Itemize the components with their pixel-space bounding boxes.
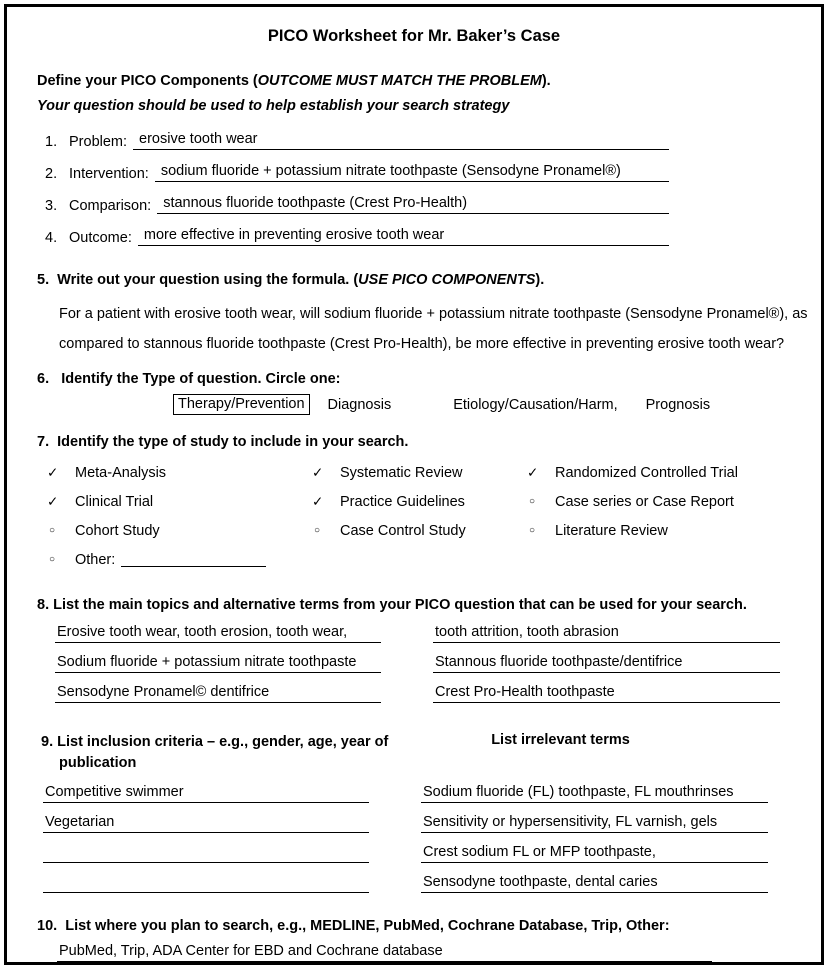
inclusion-criteria-line: Competitive swimmer <box>43 784 369 803</box>
outcome-answer-line: more effective in preventing erosive tooth wear <box>138 227 669 246</box>
search-terms-list <box>55 624 791 703</box>
question-number: 8. <box>37 597 50 613</box>
irrelevant-term-line: Sensitivity or hypersensitivity, FL varnish, gels <box>421 814 768 833</box>
study-type-systematic-review <box>312 458 527 487</box>
check-icon: ✓ <box>312 493 324 509</box>
page-title: PICO Worksheet for Mr. Baker’s Case <box>267 27 561 45</box>
irrelevant-term-line: Sodium fluoride (FL) toothpaste, FL mouthrinses <box>421 784 768 803</box>
criteria-terms-row <box>43 784 791 803</box>
item-number: 1. <box>45 134 58 150</box>
search-term-line: Sodium fluoride + potassium nitrate toothpaste <box>55 654 381 673</box>
study-type-column-1 <box>47 458 312 574</box>
question-number: 9. <box>41 734 54 750</box>
search-terms-row <box>55 654 791 673</box>
irrelevant-term-line: Sensodyne toothpaste, dental caries <box>421 874 768 893</box>
study-type-column-3 <box>527 458 791 574</box>
intervention-answer-line: sodium fluoride + potassium nitrate toothpaste (Sensodyne Pronamel®) <box>155 163 669 182</box>
study-type-practice-guidelines <box>312 487 527 516</box>
criteria-terms-row <box>43 844 791 863</box>
q7-heading-text: Identify the type of study to include in your search. <box>57 434 409 450</box>
study-type-column-2 <box>312 458 527 574</box>
search-term-line: Stannous fluoride toothpaste/dentifrice <box>433 654 780 673</box>
criteria-and-irrelevant-terms-list <box>43 784 791 893</box>
item-label: Outcome: <box>69 230 132 246</box>
search-terms-row <box>55 624 791 643</box>
study-type-case-control-study <box>312 516 527 545</box>
pico-item-outcome <box>45 227 669 246</box>
option-etiology-causation-harm: Etiology/Causation/Harm, <box>453 396 618 413</box>
study-type-label: Case Control Study <box>340 522 466 539</box>
circle-icon: ○ <box>314 525 321 536</box>
item-label: Intervention: <box>69 166 149 182</box>
check-icon: ✓ <box>527 464 539 480</box>
q9-heading-text: List inclusion criteria – e.g., gender, age, year of publication <box>57 734 389 771</box>
define-suffix: ). <box>541 73 551 89</box>
study-type-label: Case series or Case Report <box>555 493 734 510</box>
irrelevant-term-line: Crest sodium FL or MFP toothpaste, <box>421 844 768 863</box>
define-components-line <box>37 73 791 89</box>
study-type-label: Clinical Trial <box>75 493 154 510</box>
comparison-answer-line: stannous fluoride toothpaste (Crest Pro-Health) <box>157 195 669 214</box>
item-number: 2. <box>45 166 58 182</box>
q5-heading-emphasis: USE PICO COMPONENTS <box>358 272 536 288</box>
study-type-label: Meta-Analysis <box>75 464 167 481</box>
question-number: 6. <box>37 371 50 387</box>
q10-heading-text: List where you plan to search, e.g., MEDLINE, PubMed, Cochrane Database, Trip, Other: <box>65 918 670 934</box>
search-term-line: Sensodyne Pronamel© dentifrice <box>55 684 381 703</box>
criteria-terms-row <box>43 814 791 833</box>
pico-item-problem <box>45 131 669 150</box>
problem-answer-line: erosive tooth wear <box>133 131 669 150</box>
question9-heading <box>37 732 415 774</box>
question9-headings <box>37 732 791 774</box>
question8-heading <box>37 597 791 613</box>
pico-components-list <box>37 131 791 246</box>
inclusion-criteria-line-blank <box>43 874 369 893</box>
study-type-meta-analysis <box>47 458 312 487</box>
circle-icon: ○ <box>49 554 56 565</box>
define-emphasis: OUTCOME MUST MATCH THE PROBLEM <box>257 73 542 89</box>
circle-icon: ○ <box>49 525 56 536</box>
worksheet-document <box>4 4 824 965</box>
item-number: 4. <box>45 230 58 246</box>
study-type-label: Practice Guidelines <box>340 493 465 510</box>
search-term-line: tooth attrition, tooth abrasion <box>433 624 780 643</box>
study-type-clinical-trial <box>47 487 312 516</box>
study-type-label: Randomized Controlled Trial <box>555 464 738 481</box>
circle-icon: ○ <box>529 496 536 507</box>
study-type-label: Literature Review <box>555 522 668 539</box>
study-type-label: Other: <box>75 551 116 568</box>
circle-icon: ○ <box>529 525 536 536</box>
q6-heading-text: Identify the Type of question. Circle one: <box>61 371 341 387</box>
option-therapy-prevention-circled: Therapy/Prevention <box>173 394 310 415</box>
search-term-line: Erosive tooth wear, tooth erosion, tooth wear, <box>55 624 381 643</box>
study-type-cohort-study <box>47 516 312 545</box>
check-icon: ✓ <box>47 493 59 509</box>
inclusion-criteria-line: Vegetarian <box>43 814 369 833</box>
criteria-terms-row <box>43 874 791 893</box>
item-label: Comparison: <box>69 198 152 214</box>
study-type-other <box>47 545 312 574</box>
study-type-literature-review <box>527 516 791 545</box>
search-sources-answer-line: PubMed, Trip, ADA Center for EBD and Cochrane database <box>57 943 712 962</box>
question-number: 7. <box>37 434 50 450</box>
item-number: 3. <box>45 198 58 214</box>
search-term-line: Crest Pro-Health toothpaste <box>433 684 780 703</box>
question5-answer: For a patient with erosive tooth wear, will sodium fluoride + potassium nitrate toothpaste (Sensodyne Pronamel®), as compared to stannous fluoride toothpaste (Crest Pro-Health), be more effective in preventing erosive tooth wear? <box>59 306 808 352</box>
search-terms-row <box>55 684 791 703</box>
inclusion-criteria-line-blank <box>43 844 369 863</box>
define-prefix: Define your PICO Components ( <box>37 73 258 89</box>
study-type-grid <box>47 458 791 574</box>
check-icon: ✓ <box>47 464 59 480</box>
option-diagnosis: Diagnosis <box>327 396 392 413</box>
study-type-label: Systematic Review <box>340 464 463 481</box>
study-type-case-series-or-report <box>527 487 791 516</box>
study-type-label: Cohort Study <box>75 522 160 539</box>
pico-item-intervention <box>45 163 669 182</box>
irrelevant-terms-heading: List irrelevant terms <box>491 732 630 748</box>
q8-heading-text: List the main topics and alternative terms from your PICO question that can be used for your search. <box>53 597 747 613</box>
option-prognosis: Prognosis <box>645 396 711 413</box>
study-type-randomized-controlled-trial <box>527 458 791 487</box>
question5-heading <box>37 272 791 288</box>
question-number: 5. <box>37 272 50 288</box>
question-type-options <box>173 394 791 415</box>
other-blank-line <box>121 552 266 567</box>
q5-heading-suffix: ). <box>535 272 545 288</box>
item-label: Problem: <box>69 134 128 150</box>
q5-heading-text: Write out your question using the formula. ( <box>57 272 359 288</box>
strategy-line: Your question should be used to help establish your search strategy <box>37 98 510 114</box>
question7-heading <box>37 434 791 450</box>
question-number: 10. <box>37 918 58 934</box>
question6-heading <box>37 371 791 387</box>
check-icon: ✓ <box>312 464 324 480</box>
pico-item-comparison <box>45 195 669 214</box>
question10-heading <box>37 918 791 934</box>
